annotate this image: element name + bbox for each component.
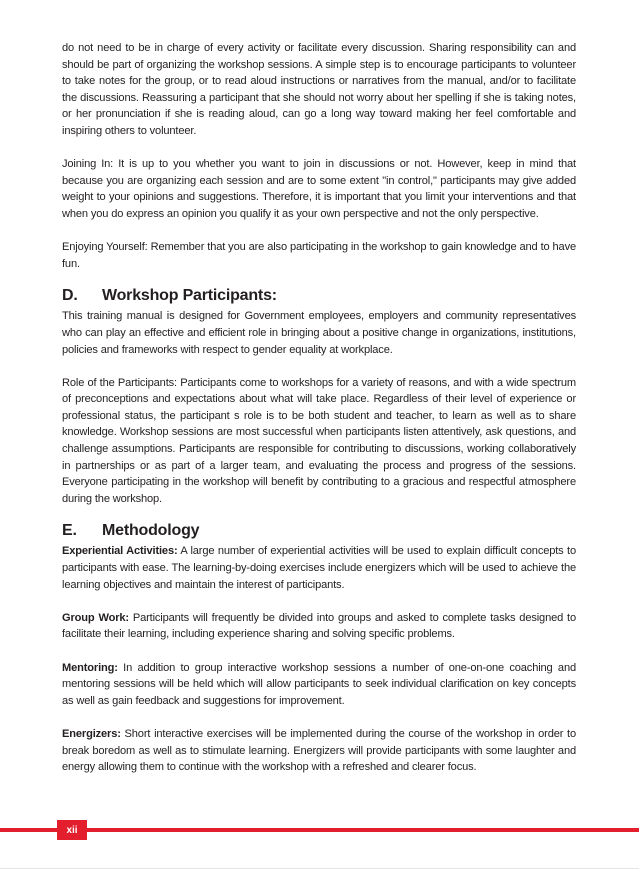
methodology-item bbox=[62, 660, 576, 710]
section-d-heading bbox=[62, 284, 576, 308]
methodology-item-text: In addition to group interactive workshop sessions a number of one-on-one coaching and mentoring sessions will be held which will allow participants to seek individual clarification on key concepts as well as gain feedback and suggestions for improvement. bbox=[62, 661, 576, 707]
methodology-item-lead: Mentoring: bbox=[62, 661, 118, 674]
methodology-item-lead: Experiential Activities: bbox=[62, 545, 178, 558]
section-e-heading bbox=[62, 519, 576, 543]
section-e-title: Methodology bbox=[102, 522, 200, 540]
section-d-paragraph: This training manual is designed for Government employees, employers and community representatives who can play an effective and efficient role in bringing about a positive change in organizations, institutions, policies and frameworks with respect to gender equality at workplace. bbox=[62, 310, 576, 356]
page-bottom-divider bbox=[0, 868, 639, 869]
enjoying-yourself-paragraph: Enjoying Yourself: Remember that you are also participating in the workshop to gain knowledge and to have fun. bbox=[62, 241, 576, 270]
page-content bbox=[62, 40, 576, 776]
methodology-item-text: Participants will frequently be divided into groups and asked to complete tasks designed to facilitate their learning, including experience sharing and solving specific problems. bbox=[62, 611, 576, 641]
methodology-item-text: Short interactive exercises will be implemented during the course of the workshop in order to break boredom as well as to stimulate learning. Energizers will provide participants with some laughter and energy allowing them to continue with the workshop with a refreshed and clearer focus. bbox=[62, 727, 576, 774]
section-e-letter: E. bbox=[62, 522, 77, 540]
methodology-item bbox=[62, 543, 576, 593]
joining-in-paragraph: Joining In: It is up to you whether you want to join in discussions or not. However, keep in mind that because you are organizing each session and are to some extent "in control," participants may give added weight to your opinions and suggestions. Therefore, it is important that you limit your interventions and that when you do express an opinion you qualify it as your own perspective and not the only perspective. bbox=[62, 158, 576, 220]
methodology-item-lead: Energizers: bbox=[62, 727, 121, 740]
role-of-participants-paragraph: Role of the Participants: Participants come to workshops for a variety of reasons, and with a wide spectrum of preconceptions and expectations about what will take place. Regardless of their level of experience or professional status, the participant s role is to be both student and teacher, to learn as well as to share knowledge. Workshop sessions are most successful when participants listen attentively, ask questions, and challenge assumptions. Participants are responsible for contributing to discussions, working collaboratively in partnerships or as part of a larger team, and evaluating the process and progress of the sessions. Everyone participating in the workshop will benefit by contributing to a gracious and respectful atmosphere during the workshop. bbox=[62, 376, 576, 505]
methodology-item bbox=[62, 726, 576, 776]
section-d-letter: D. bbox=[62, 287, 78, 305]
intro-paragraph: do not need to be in charge of every activity or facilitate every discussion. Sharing responsibility can and should be part of organizing the workshop sessions. A simple step is to encourage participants to volunteer to take notes for the group, or to read aloud instructions or narratives from the manual, and/or to facilitate the discussions. Reassuring a participant that she should not worry about her spelling if she is taking notes, or her pronunciation if she is reading aloud, can go a long way toward making her feel comfortable and inspiring others to volunteer. bbox=[62, 42, 576, 137]
footer-rule bbox=[0, 828, 639, 832]
page-number-badge: xii bbox=[57, 820, 87, 840]
methodology-item bbox=[62, 610, 576, 643]
methodology-item-lead: Group Work: bbox=[62, 611, 129, 624]
methodology-item-text: A large number of experiential activities will be used to explain difficult concepts to participants with ease. The learning-by-doing exercises include energizers which will be used to achieve the learning objectives and maintain the interest of participants. bbox=[62, 545, 576, 591]
section-d-title: Workshop Participants: bbox=[102, 287, 277, 305]
